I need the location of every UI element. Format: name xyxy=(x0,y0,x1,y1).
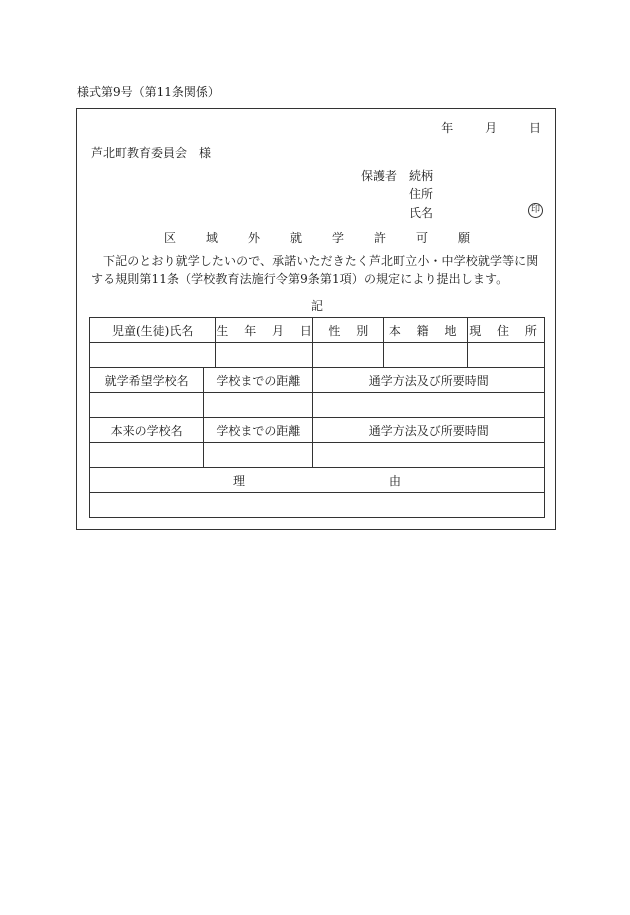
request-statement: 下記のとおり就学したいので、承諾いただきたく芦北町立小・中学校就学等に関する規則第11条（学校教育法施行令第9条第1項）の規定により提出します。 xyxy=(91,254,539,286)
original-distance-header: 学校までの距離 xyxy=(204,418,313,443)
original-commute-header: 通学方法及び所要時間 xyxy=(313,418,545,443)
table-row xyxy=(90,443,545,468)
table-row xyxy=(90,343,545,368)
title-char: 願 xyxy=(458,231,471,245)
year-label: 年 xyxy=(441,121,454,135)
guardian-relationship-label: 続柄 xyxy=(409,169,434,183)
form-number-label: 様式第9号（第11条関係） xyxy=(77,85,220,99)
ki-heading: 記 xyxy=(310,299,323,313)
desired-school-field[interactable] xyxy=(90,393,204,418)
title-char: 区 xyxy=(163,231,176,245)
title-char: 許 xyxy=(374,231,387,245)
desired-distance-header: 学校までの距離 xyxy=(204,368,313,393)
application-form xyxy=(76,108,556,530)
table-row xyxy=(90,493,545,518)
month-label: 月 xyxy=(485,121,498,135)
table-row xyxy=(90,418,545,443)
reason-header xyxy=(90,468,545,493)
document-title xyxy=(77,229,557,246)
desired-commute-field[interactable] xyxy=(313,393,545,418)
details-table xyxy=(89,317,545,518)
addressee: 芦北町教育委員会 様 xyxy=(91,146,212,160)
desired-commute-header: 通学方法及び所要時間 xyxy=(313,368,545,393)
title-char: 学 xyxy=(332,231,345,245)
reason-char: 由 xyxy=(389,473,402,488)
sex-field[interactable] xyxy=(313,343,384,368)
student-name-field[interactable] xyxy=(90,343,216,368)
current-address-field[interactable] xyxy=(468,343,545,368)
original-commute-field[interactable] xyxy=(313,443,545,468)
table-row xyxy=(90,468,545,493)
day-label: 日 xyxy=(528,121,541,135)
table-row xyxy=(90,368,545,393)
current-address-header: 現 住 所 xyxy=(468,318,545,343)
title-char: 域 xyxy=(205,231,218,245)
title-char: 外 xyxy=(247,231,260,245)
original-school-field[interactable] xyxy=(90,443,204,468)
registered-domicile-field[interactable] xyxy=(384,343,468,368)
student-name-header: 児童(生徒)氏名 xyxy=(90,318,216,343)
title-char: 可 xyxy=(416,231,429,245)
sex-header: 性 別 xyxy=(313,318,384,343)
date-line xyxy=(441,119,541,136)
table-row xyxy=(90,393,545,418)
reason-char: 理 xyxy=(232,473,245,488)
original-distance-field[interactable] xyxy=(204,443,313,468)
birthdate-header: 生 年 月 日 xyxy=(216,318,313,343)
seal-mark: 印 xyxy=(528,203,543,218)
desired-distance-field[interactable] xyxy=(204,393,313,418)
table-row xyxy=(90,318,545,343)
registered-domicile-header: 本 籍 地 xyxy=(384,318,468,343)
guardian-name-label: 氏名 xyxy=(409,206,434,220)
desired-school-header: 就学希望学校名 xyxy=(90,368,204,393)
original-school-header: 本来の学校名 xyxy=(90,418,204,443)
birthdate-field[interactable] xyxy=(216,343,313,368)
title-char: 就 xyxy=(289,231,302,245)
reason-field[interactable] xyxy=(90,493,545,518)
guardian-address-label: 住所 xyxy=(409,187,434,201)
guardian-title: 保護者 xyxy=(361,169,398,183)
